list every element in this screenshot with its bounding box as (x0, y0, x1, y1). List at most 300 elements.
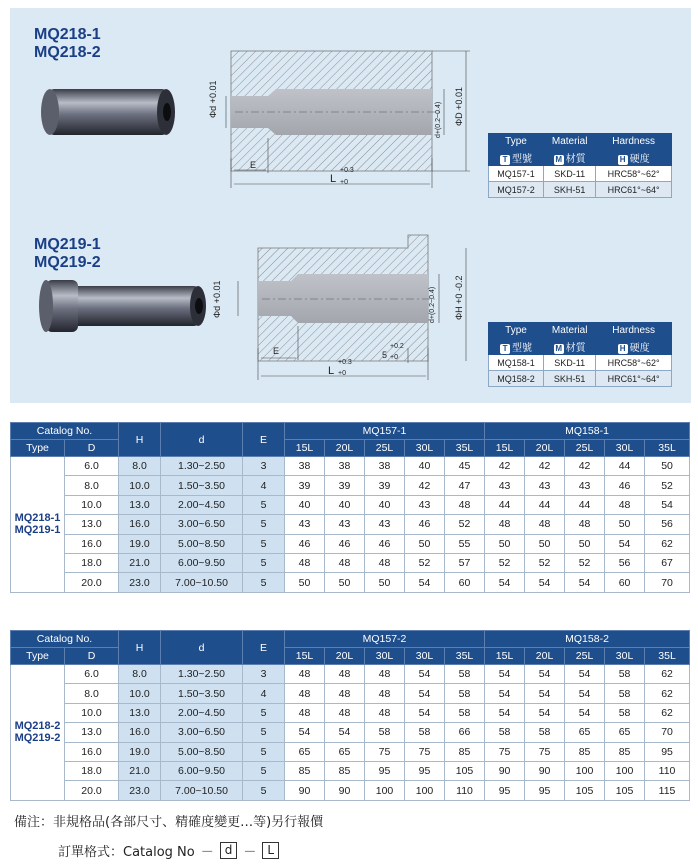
svg-text:+0: +0 (390, 354, 398, 361)
table-cell: 47 (445, 476, 485, 495)
mt1-h-type: Type (489, 134, 544, 150)
table-cell: 54 (485, 684, 525, 703)
table-cell: 46 (405, 515, 445, 534)
section1-title-line1: MQ218-1 (34, 26, 101, 43)
table-cell: 90 (325, 781, 365, 800)
svg-text:+0: +0 (338, 370, 346, 377)
table-cell: 50 (285, 573, 325, 592)
table-cell: 48 (365, 665, 405, 684)
table-cell: 48 (485, 515, 525, 534)
table-cell: 54 (525, 703, 565, 722)
table-cell: 54 (405, 703, 445, 722)
material-table-2: Type Material Hardness T 型號 M 材質 H 硬度 MQ158-1 SKD-11 HRC58°~62° MQ158-2 SKH-51 HRC61°~64° (488, 322, 672, 387)
section2-title-line2: MQ219-2 (34, 254, 101, 271)
table-cell: 50 (645, 457, 690, 476)
table-cell: 56 (645, 515, 690, 534)
table-row (11, 476, 690, 495)
table-cell: 38 (325, 457, 365, 476)
length-header: 20L (525, 648, 565, 665)
table-cell: 48 (285, 684, 325, 703)
mt2-h-material: Material (544, 323, 596, 339)
table-cell: 13.0 (119, 703, 161, 722)
table-cell: 50 (325, 573, 365, 592)
table-cell: 44 (485, 495, 525, 514)
model-line1: MQ218-1 (14, 512, 61, 525)
table-cell: 50 (365, 573, 405, 592)
dim-E-1: E (249, 160, 257, 170)
table-cell: 95 (405, 761, 445, 780)
table-cell: 100 (605, 761, 645, 780)
table-cell: 66 (445, 723, 485, 742)
table-cell: 48 (565, 515, 605, 534)
bushing-photo-1 (41, 89, 175, 135)
length-header: 30L (605, 648, 645, 665)
table-cell: 23.0 (119, 573, 161, 592)
table-cell: 4 (243, 476, 285, 495)
table-cell: 75 (405, 742, 445, 761)
col-E-header: E (243, 631, 285, 665)
table-cell: 1.50~3.50 (161, 476, 243, 495)
table-row (11, 761, 690, 780)
dim-5-2: 5 (382, 350, 388, 360)
table-cell: 54 (565, 573, 605, 592)
table-cell: 52 (525, 553, 565, 572)
group1-header: MQ157-1 (285, 423, 485, 440)
length-header: 15L (285, 440, 325, 457)
length-header: 25L (565, 648, 605, 665)
table-cell: 65 (605, 723, 645, 742)
table-cell: 62 (645, 703, 690, 722)
table-cell: 38 (365, 457, 405, 476)
type-header: Type (11, 648, 65, 665)
table-row (11, 665, 690, 684)
table-cell: 46 (365, 534, 405, 553)
table-cell: 5 (243, 703, 285, 722)
group2-header: MQ158-1 (485, 423, 690, 440)
table-cell: 19.0 (119, 742, 161, 761)
table-cell: 19.0 (119, 534, 161, 553)
table-cell: 110 (445, 781, 485, 800)
table-cell: 95 (485, 781, 525, 800)
table-cell: 75 (365, 742, 405, 761)
table-cell: 48 (325, 684, 365, 703)
table-cell: 85 (285, 761, 325, 780)
mt2-row: MQ158-1 SKD-11 HRC58°~62° (489, 355, 672, 371)
length-header: 30L (365, 648, 405, 665)
material-table-1: Type Material Hardness T 型號 M 材質 H 硬度 MQ157-1 SKD-11 HRC58°~62° MQ157-2 SKH-51 HRC61°~64° (488, 133, 672, 198)
table-cell: 52 (645, 476, 690, 495)
table-cell: 43 (525, 476, 565, 495)
mt2-row: MQ158-2 SKH-51 HRC61°~64° (489, 371, 672, 387)
table-cell: 16.0 (65, 742, 119, 761)
length-header: 15L (485, 648, 525, 665)
table-cell: 110 (645, 761, 690, 780)
length-header: 35L (645, 648, 690, 665)
table-cell: 21.0 (119, 553, 161, 572)
dim-d-inner-1: d+(0.2~0.4) (435, 101, 442, 138)
svg-text:+0: +0 (340, 179, 348, 186)
table-row (11, 723, 690, 742)
table-row (11, 553, 690, 572)
table-row (11, 534, 690, 553)
table-cell: 46 (605, 476, 645, 495)
table-cell: 6.00~9.50 (161, 761, 243, 780)
length-header: 20L (525, 440, 565, 457)
table-cell: 105 (445, 761, 485, 780)
table-cell: 58 (445, 684, 485, 703)
dim-L-tol-1: +0.3 (340, 167, 354, 174)
length-header: 20L (325, 440, 365, 457)
table-cell: 56 (605, 553, 645, 572)
table-cell: 4 (243, 684, 285, 703)
header-row (11, 423, 690, 440)
table-cell: 50 (605, 515, 645, 534)
table-cell: 62 (645, 665, 690, 684)
table-cell: 54 (645, 495, 690, 514)
length-header: 15L (285, 648, 325, 665)
dim-d-1: Φd +0.01 (208, 80, 218, 118)
table-cell: 54 (405, 684, 445, 703)
table-cell: 10.0 (65, 703, 119, 722)
table-cell: 54 (285, 723, 325, 742)
table-cell: 21.0 (119, 761, 161, 780)
table-cell: 5 (243, 534, 285, 553)
table-cell: 1.50~3.50 (161, 684, 243, 703)
table-cell: 90 (525, 761, 565, 780)
table-cell: 54 (485, 665, 525, 684)
footnote: 備注：非規格品(各部尺寸、精確度變更…等)另行報價 (14, 815, 324, 830)
table-cell: 2.00~4.50 (161, 495, 243, 514)
table-cell: 42 (525, 457, 565, 476)
table-cell: 57 (445, 553, 485, 572)
table-cell: 6.0 (65, 665, 119, 684)
table-cell: 58 (605, 665, 645, 684)
header-row (11, 631, 690, 648)
order-format: 訂單格式：Catalog No － d － L (58, 841, 279, 860)
table-cell: 43 (565, 476, 605, 495)
col-d-header: d (161, 423, 243, 457)
table-cell: 54 (405, 573, 445, 592)
table-cell: 70 (645, 723, 690, 742)
table-cell: 46 (325, 534, 365, 553)
table-cell: 65 (285, 742, 325, 761)
table-cell: 58 (485, 723, 525, 742)
bushing-photo-2 (39, 280, 206, 332)
table-cell: 90 (485, 761, 525, 780)
col-d-header: d (161, 631, 243, 665)
table-cell: 39 (285, 476, 325, 495)
catalog-no-header: Catalog No. (11, 423, 119, 440)
group2-header: MQ158-2 (485, 631, 690, 648)
table-cell: 16.0 (65, 534, 119, 553)
table-cell: 54 (565, 703, 605, 722)
mt1-row: MQ157-2 SKH-51 HRC61°~64° (489, 182, 672, 198)
table-cell: 48 (325, 553, 365, 572)
table-cell: 23.0 (119, 781, 161, 800)
table-cell: 5 (243, 515, 285, 534)
product-diagram-panel (10, 8, 691, 403)
table-cell: 52 (485, 553, 525, 572)
table-cell: 48 (365, 703, 405, 722)
table-cell: 5.00~8.50 (161, 534, 243, 553)
table-cell: 48 (365, 684, 405, 703)
col-H-header: H (119, 631, 161, 665)
table-cell: 95 (525, 781, 565, 800)
table-cell: 85 (445, 742, 485, 761)
col-E-header: E (243, 423, 285, 457)
svg-text:+0.2: +0.2 (390, 343, 404, 350)
table-cell: 3 (243, 457, 285, 476)
table-cell: 13.0 (65, 515, 119, 534)
table-cell: 44 (525, 495, 565, 514)
table-cell: 39 (365, 476, 405, 495)
mt1-h-hardness: Hardness (596, 134, 672, 150)
table-cell: 42 (405, 476, 445, 495)
table-cell: 8.0 (65, 684, 119, 703)
table-cell: 39 (325, 476, 365, 495)
table-cell: 67 (645, 553, 690, 572)
table-cell: 40 (365, 495, 405, 514)
table-cell: 43 (485, 476, 525, 495)
table-cell: 48 (525, 515, 565, 534)
table-cell: 44 (565, 495, 605, 514)
length-header: 20L (325, 648, 365, 665)
catalog-no-header: Catalog No. (11, 631, 119, 648)
table-cell: 75 (485, 742, 525, 761)
table-cell: 43 (325, 515, 365, 534)
table-cell: 48 (365, 553, 405, 572)
svg-text:+0.3: +0.3 (338, 359, 352, 366)
table-cell: 54 (525, 573, 565, 592)
table-row (11, 781, 690, 800)
length-header: 35L (645, 440, 690, 457)
table-cell: 20.0 (65, 781, 119, 800)
table-cell: 58 (605, 684, 645, 703)
section2-title-line1: MQ219-1 (34, 236, 101, 253)
table-cell: 58 (605, 703, 645, 722)
table-row (11, 573, 690, 592)
table-cell: 54 (525, 684, 565, 703)
table-cell: 55 (445, 534, 485, 553)
table-cell: 8.0 (119, 665, 161, 684)
table-cell: 43 (405, 495, 445, 514)
table-cell: 54 (605, 534, 645, 553)
table-cell: 54 (525, 665, 565, 684)
table-cell: 100 (405, 781, 445, 800)
dim-E-2: E (272, 346, 280, 356)
table-cell: 5.00~8.50 (161, 742, 243, 761)
table-row (11, 495, 690, 514)
table-cell: 60 (605, 573, 645, 592)
col-H-header: H (119, 423, 161, 457)
table-cell: 115 (645, 781, 690, 800)
dim-d-inner-2: d+(0.2~0.4) (429, 286, 436, 323)
table-row (11, 703, 690, 722)
table-cell: 40 (325, 495, 365, 514)
table-cell: 7.00~10.50 (161, 781, 243, 800)
table-cell: 58 (525, 723, 565, 742)
table-cell: 5 (243, 723, 285, 742)
table-cell: 95 (365, 761, 405, 780)
table-cell: 38 (285, 457, 325, 476)
table-cell: 75 (525, 742, 565, 761)
table-cell: 54 (565, 665, 605, 684)
dim-H-2: ΦH +0 -0.2 (454, 275, 464, 320)
table-cell: 54 (485, 573, 525, 592)
length-header: 30L (405, 648, 445, 665)
table-cell: 10.0 (119, 684, 161, 703)
table-cell: 13.0 (65, 723, 119, 742)
table-cell: 48 (285, 665, 325, 684)
dim-d-2: Φd +0.01 (212, 280, 222, 318)
model-line2: MQ219-1 (14, 524, 61, 537)
table-cell: 85 (605, 742, 645, 761)
table-cell: 5 (243, 553, 285, 572)
table-cell: 5 (243, 761, 285, 780)
table-cell: 5 (243, 495, 285, 514)
table-cell: 50 (485, 534, 525, 553)
table-cell: 100 (365, 781, 405, 800)
table-row (11, 742, 690, 761)
length-header: 25L (565, 440, 605, 457)
price-table-1 (10, 422, 690, 593)
table-cell: 48 (605, 495, 645, 514)
table-cell: 65 (565, 723, 605, 742)
table-cell: 54 (325, 723, 365, 742)
table-cell: 85 (325, 761, 365, 780)
table-cell: 105 (605, 781, 645, 800)
mt1-h-material: Material (544, 134, 596, 150)
table-cell: 44 (605, 457, 645, 476)
table-row (11, 515, 690, 534)
type-header: Type (11, 440, 65, 457)
model-line1: MQ218-2 (14, 720, 61, 733)
section1-title-line2: MQ218-2 (34, 44, 101, 61)
length-header: 35L (445, 648, 485, 665)
col-D-header: D (65, 440, 119, 457)
table-cell: 10.0 (119, 476, 161, 495)
table-cell: 48 (325, 665, 365, 684)
table-cell: 52 (445, 515, 485, 534)
table-cell: 18.0 (65, 761, 119, 780)
header-row (11, 440, 690, 457)
col-D-header: D (65, 648, 119, 665)
table-cell: 58 (445, 665, 485, 684)
length-header: 35L (445, 440, 485, 457)
table-cell: 3.00~6.50 (161, 723, 243, 742)
table-cell: 5 (243, 781, 285, 800)
table-cell: 45 (445, 457, 485, 476)
table-cell: 3.00~6.50 (161, 515, 243, 534)
table-cell: 58 (365, 723, 405, 742)
table-cell: 50 (565, 534, 605, 553)
length-header: 15L (485, 440, 525, 457)
table-cell: 48 (285, 703, 325, 722)
length-header: 30L (405, 440, 445, 457)
table-cell: 5 (243, 742, 285, 761)
table-cell: 5 (243, 573, 285, 592)
table-cell: 18.0 (65, 553, 119, 572)
table-cell: 105 (565, 781, 605, 800)
table-cell: 60 (445, 573, 485, 592)
mt2-h-type: Type (489, 323, 544, 339)
table-cell: 8.0 (65, 476, 119, 495)
dim-L-2: L (328, 365, 335, 377)
table-cell: 48 (285, 553, 325, 572)
table-cell: 90 (285, 781, 325, 800)
table-cell: 16.0 (119, 515, 161, 534)
dim-L-1: L (330, 173, 337, 185)
table-cell: 6.0 (65, 457, 119, 476)
table-cell: 54 (565, 684, 605, 703)
price-table-2 (10, 630, 690, 801)
model-cell (11, 457, 65, 593)
table-cell: 62 (645, 534, 690, 553)
table-cell: 85 (565, 742, 605, 761)
length-header: 30L (605, 440, 645, 457)
table-cell: 40 (405, 457, 445, 476)
table-cell: 48 (325, 703, 365, 722)
model-cell (11, 665, 65, 801)
order-L-box: L (262, 842, 279, 859)
order-format-label: 訂單格式：Catalog No (58, 845, 195, 860)
header-row (11, 648, 690, 665)
table-cell: 54 (485, 703, 525, 722)
table-cell: 62 (645, 684, 690, 703)
table-cell: 50 (405, 534, 445, 553)
table-cell: 58 (405, 723, 445, 742)
table-cell: 48 (445, 495, 485, 514)
table-cell: 42 (565, 457, 605, 476)
mt1-row: MQ157-1 SKD-11 HRC58°~62° (489, 166, 672, 182)
table-cell: 50 (525, 534, 565, 553)
order-d-box: d (220, 842, 238, 859)
table-cell: 8.0 (119, 457, 161, 476)
table-cell: 43 (365, 515, 405, 534)
table-row (11, 684, 690, 703)
model-line2: MQ219-2 (14, 732, 61, 745)
table-cell: 46 (285, 534, 325, 553)
length-header: 25L (365, 440, 405, 457)
table-row (11, 457, 690, 476)
table-cell: 7.00~10.50 (161, 573, 243, 592)
table-cell: 16.0 (119, 723, 161, 742)
table-cell: 42 (485, 457, 525, 476)
dim-D-1: ΦD +0.01 (454, 87, 464, 126)
table-cell: 65 (325, 742, 365, 761)
table-cell: 58 (445, 703, 485, 722)
table-cell: 43 (285, 515, 325, 534)
group1-header: MQ157-2 (285, 631, 485, 648)
table-cell: 20.0 (65, 573, 119, 592)
table-cell: 100 (565, 761, 605, 780)
table-cell: 13.0 (119, 495, 161, 514)
table-cell: 52 (565, 553, 605, 572)
table-cell: 52 (405, 553, 445, 572)
table-cell: 1.30~2.50 (161, 665, 243, 684)
table-cell: 3 (243, 665, 285, 684)
table-cell: 10.0 (65, 495, 119, 514)
table-cell: 40 (285, 495, 325, 514)
table-cell: 70 (645, 573, 690, 592)
table-cell: 95 (645, 742, 690, 761)
table-cell: 54 (405, 665, 445, 684)
table-cell: 6.00~9.50 (161, 553, 243, 572)
table-cell: 1.30~2.50 (161, 457, 243, 476)
section2-title (34, 236, 101, 272)
mt2-h-hardness: Hardness (596, 323, 672, 339)
table-cell: 2.00~4.50 (161, 703, 243, 722)
